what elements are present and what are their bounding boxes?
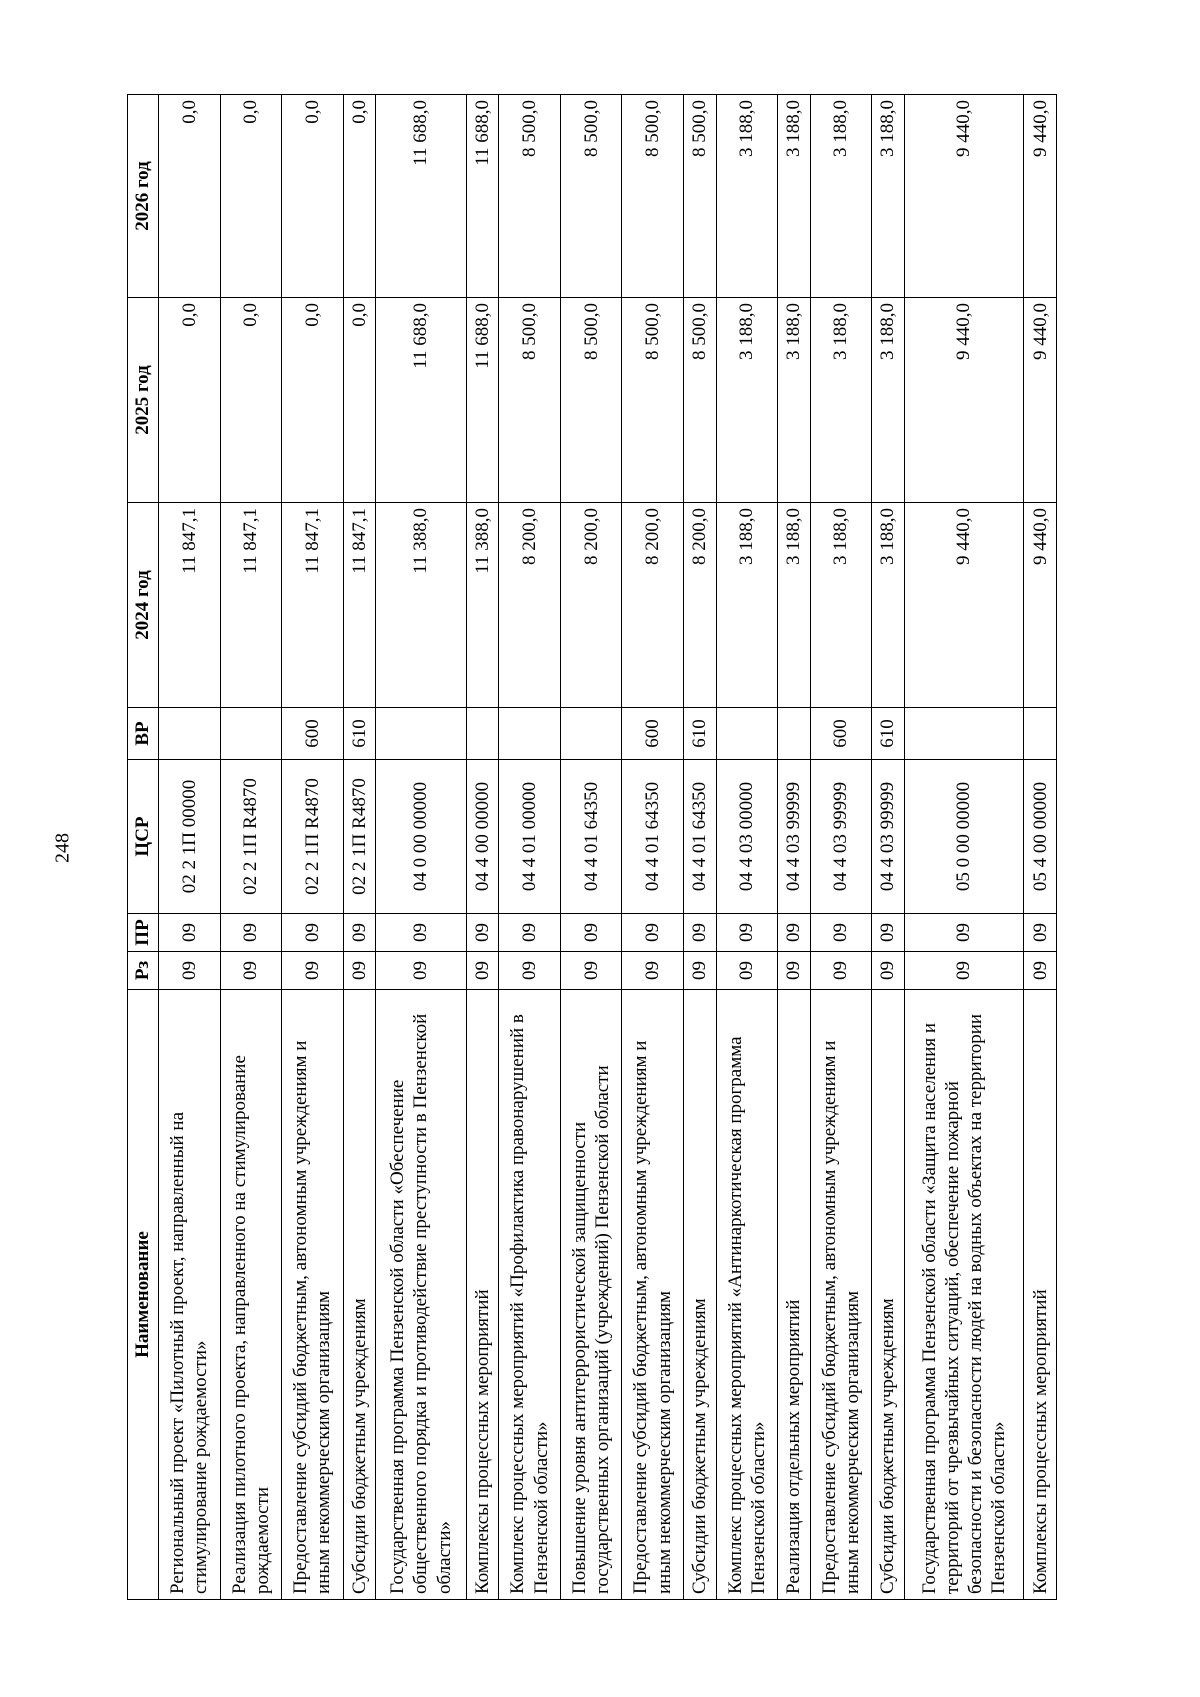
row-name: Реализация пилотного проекта, направленного на стимулирование рождаемости: [220, 990, 282, 1600]
row-name: Государственная программа Пензенской области «Защита населения и территорий от чрезвычайных ситуаций, обеспечение пожарной безопасности и безопасности людей на водных объектах на территории Пензенской области»: [904, 990, 1023, 1600]
row-pr: 09: [622, 914, 684, 952]
row-2024: 8 200,0: [622, 503, 684, 708]
column-header-rz: Рз: [128, 952, 159, 990]
row-csr: 04 4 03 99999: [778, 760, 811, 914]
table-row: [343, 95, 376, 1600]
page-number: 248: [51, 833, 74, 863]
row-name: Субсидии бюджетным учреждениям: [683, 990, 716, 1600]
row-2025: 9 440,0: [904, 298, 1023, 503]
row-name: Предоставление субсидий бюджетным, автономным учреждениям и иным некоммерческим организациям: [282, 990, 344, 1600]
table-row: [683, 95, 716, 1600]
row-2026: 0,0: [343, 95, 376, 298]
table-row: [872, 95, 905, 1600]
table-row: [282, 95, 344, 1600]
row-vr: [466, 708, 499, 760]
row-vr: [159, 708, 221, 760]
row-2024: 3 188,0: [778, 503, 811, 708]
row-name: Предоставление субсидий бюджетным, автономным учреждениям и иным некоммерческим организациям: [810, 990, 872, 1600]
header-row: [128, 95, 159, 1600]
row-csr: 05 4 00 00000: [1024, 760, 1057, 914]
row-2025: 0,0: [159, 298, 221, 503]
row-rz: 09: [159, 952, 221, 990]
row-pr: 09: [1024, 914, 1057, 952]
row-vr: [716, 708, 778, 760]
row-2026: 8 500,0: [499, 95, 561, 298]
row-2026: 11 688,0: [466, 95, 499, 298]
row-rz: 09: [716, 952, 778, 990]
row-2025: 3 188,0: [872, 298, 905, 503]
column-header-name: Наименование: [128, 990, 159, 1600]
row-pr: 09: [220, 914, 282, 952]
row-csr: 04 0 00 00000: [376, 760, 466, 914]
row-2024: 8 200,0: [499, 503, 561, 708]
row-csr: 04 4 01 64350: [683, 760, 716, 914]
row-rz: 09: [499, 952, 561, 990]
row-2024: 11 847,1: [282, 503, 344, 708]
row-name: Субсидии бюджетным учреждениям: [343, 990, 376, 1600]
row-2025: 0,0: [220, 298, 282, 503]
row-pr: 09: [282, 914, 344, 952]
row-2025: 8 500,0: [560, 298, 622, 503]
row-pr: 09: [560, 914, 622, 952]
table-row: [904, 95, 1023, 1600]
row-name: Предоставление субсидий бюджетным, автономным учреждениям и иным некоммерческим организациям: [622, 990, 684, 1600]
row-vr: 610: [872, 708, 905, 760]
row-2026: 11 688,0: [376, 95, 466, 298]
row-rz: 09: [343, 952, 376, 990]
row-name: Региональный проект «Пилотный проект, направленный на стимулирование рождаемости»: [159, 990, 221, 1600]
row-2024: 11 847,1: [159, 503, 221, 708]
row-rz: 09: [466, 952, 499, 990]
table-row: [1024, 95, 1057, 1600]
row-rz: 09: [683, 952, 716, 990]
row-2026: 9 440,0: [904, 95, 1023, 298]
row-pr: 09: [499, 914, 561, 952]
row-vr: 600: [810, 708, 872, 760]
row-2026: 3 188,0: [872, 95, 905, 298]
row-2026: 8 500,0: [560, 95, 622, 298]
table-row: [810, 95, 872, 1600]
row-2025: 3 188,0: [778, 298, 811, 503]
row-2026: 0,0: [220, 95, 282, 298]
row-rz: 09: [376, 952, 466, 990]
row-rz: 09: [282, 952, 344, 990]
row-2024: 3 188,0: [716, 503, 778, 708]
row-csr: 05 0 00 00000: [904, 760, 1023, 914]
row-pr: 09: [872, 914, 905, 952]
row-name: Государственная программа Пензенской области «Обеспечение общественного порядка и противодействие преступности в Пензенской области»: [376, 990, 466, 1600]
table-row: [466, 95, 499, 1600]
row-2024: 11 388,0: [466, 503, 499, 708]
row-pr: 09: [683, 914, 716, 952]
row-2024: 3 188,0: [872, 503, 905, 708]
row-rz: 09: [560, 952, 622, 990]
row-name: Комплекс процессных мероприятий «Антинаркотическая программа Пензенской области»: [716, 990, 778, 1600]
row-2024: 9 440,0: [1024, 503, 1057, 708]
rotated-table-wrapper: [127, 95, 1057, 1600]
row-2025: 11 688,0: [376, 298, 466, 503]
row-2026: 3 188,0: [778, 95, 811, 298]
budget-table: [127, 94, 1057, 1600]
row-name: Комплекс процессных мероприятий «Профилактика правонарушений в Пензенской области»: [499, 990, 561, 1600]
row-vr: [560, 708, 622, 760]
column-header-pr: ПР: [128, 914, 159, 952]
row-2025: 8 500,0: [683, 298, 716, 503]
row-name: Повышение уровня антитеррористической защищенности государственных организаций (учреждений) Пензенской области: [560, 990, 622, 1600]
row-name: Реализация отдельных мероприятий: [778, 990, 811, 1600]
row-vr: [1024, 708, 1057, 760]
row-2025: 9 440,0: [1024, 298, 1057, 503]
row-csr: 04 4 03 99999: [810, 760, 872, 914]
row-csr: 04 4 01 64350: [622, 760, 684, 914]
row-pr: 09: [810, 914, 872, 952]
row-2026: 8 500,0: [683, 95, 716, 298]
row-pr: 09: [343, 914, 376, 952]
row-vr: [376, 708, 466, 760]
table-row: [716, 95, 778, 1600]
row-pr: 09: [778, 914, 811, 952]
row-2025: 0,0: [282, 298, 344, 503]
row-2026: 0,0: [282, 95, 344, 298]
row-2025: 0,0: [343, 298, 376, 503]
row-2026: 9 440,0: [1024, 95, 1057, 298]
row-2024: 8 200,0: [683, 503, 716, 708]
row-2024: 11 388,0: [376, 503, 466, 708]
row-csr: 02 2 1П R4870: [282, 760, 344, 914]
table-row: [560, 95, 622, 1600]
row-pr: 09: [904, 914, 1023, 952]
row-pr: 09: [376, 914, 466, 952]
table-row: [778, 95, 811, 1600]
row-2026: 8 500,0: [622, 95, 684, 298]
row-pr: 09: [716, 914, 778, 952]
row-csr: 04 4 01 00000: [499, 760, 561, 914]
row-vr: 610: [343, 708, 376, 760]
row-csr: 04 4 01 64350: [560, 760, 622, 914]
row-2026: 0,0: [159, 95, 221, 298]
row-vr: 600: [282, 708, 344, 760]
row-csr: 02 2 1П 00000: [159, 760, 221, 914]
row-2025: 11 688,0: [466, 298, 499, 503]
table-row: [499, 95, 561, 1600]
column-header-2026: 2026 год: [128, 95, 159, 298]
row-2025: 8 500,0: [499, 298, 561, 503]
table-row: [220, 95, 282, 1600]
row-2026: 3 188,0: [810, 95, 872, 298]
row-vr: 610: [683, 708, 716, 760]
row-name: Комплексы процессных мероприятий: [1024, 990, 1057, 1600]
row-csr: 04 4 03 00000: [716, 760, 778, 914]
row-csr: 02 2 1П R4870: [220, 760, 282, 914]
row-rz: 09: [904, 952, 1023, 990]
row-csr: 02 2 1П R4870: [343, 760, 376, 914]
row-rz: 09: [1024, 952, 1057, 990]
table-row: [376, 95, 466, 1600]
column-header-2024: 2024 год: [128, 503, 159, 708]
row-vr: 600: [622, 708, 684, 760]
column-header-2025: 2025 год: [128, 298, 159, 503]
row-2024: 3 188,0: [810, 503, 872, 708]
row-2024: 11 847,1: [220, 503, 282, 708]
row-2026: 3 188,0: [716, 95, 778, 298]
row-pr: 09: [466, 914, 499, 952]
row-rz: 09: [872, 952, 905, 990]
row-vr: [904, 708, 1023, 760]
row-name: Субсидии бюджетным учреждениям: [872, 990, 905, 1600]
column-header-csr: ЦСР: [128, 760, 159, 914]
row-vr: [499, 708, 561, 760]
row-rz: 09: [778, 952, 811, 990]
row-vr: [778, 708, 811, 760]
table-row: [622, 95, 684, 1600]
row-vr: [220, 708, 282, 760]
row-rz: 09: [220, 952, 282, 990]
row-csr: 04 4 00 00000: [466, 760, 499, 914]
row-2024: 11 847,1: [343, 503, 376, 708]
row-rz: 09: [810, 952, 872, 990]
row-2025: 3 188,0: [716, 298, 778, 503]
row-2025: 8 500,0: [622, 298, 684, 503]
column-header-vr: ВР: [128, 708, 159, 760]
row-2024: 9 440,0: [904, 503, 1023, 708]
row-rz: 09: [622, 952, 684, 990]
row-name: Комплексы процессных мероприятий: [466, 990, 499, 1600]
row-2024: 8 200,0: [560, 503, 622, 708]
table-row: [159, 95, 221, 1600]
row-2025: 3 188,0: [810, 298, 872, 503]
row-csr: 04 4 03 99999: [872, 760, 905, 914]
row-pr: 09: [159, 914, 221, 952]
